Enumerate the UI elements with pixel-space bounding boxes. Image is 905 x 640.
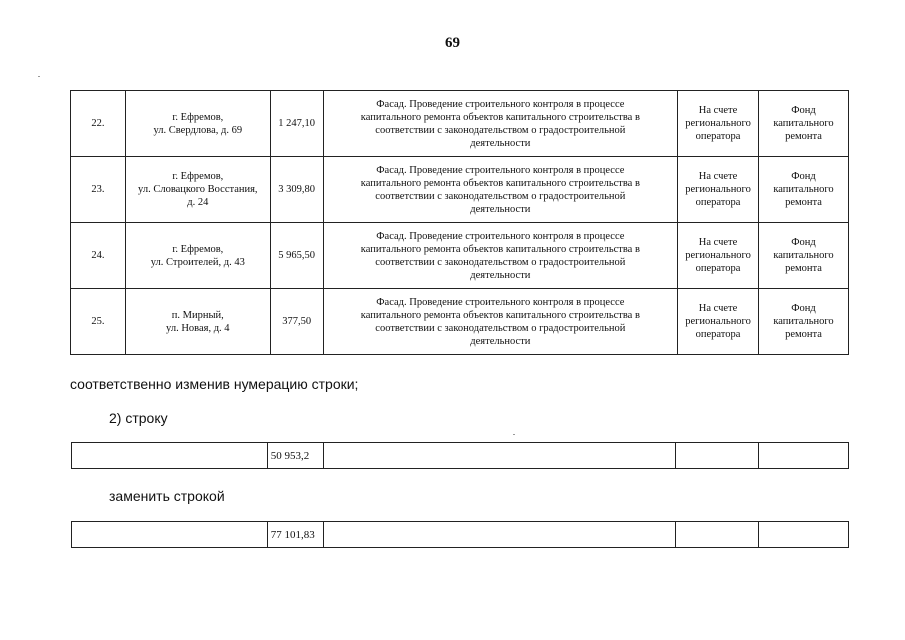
account-line: На счете <box>698 105 738 116</box>
work-line: деятельности <box>470 335 531 347</box>
page-number: 69 <box>445 35 460 51</box>
funding-line: Фонд <box>791 237 816 248</box>
work-line: капитального ремонта объектов капитального строительства в <box>360 243 640 255</box>
account-line: На счете <box>698 237 738 248</box>
work-line: Фасад. Проведение строительного контроля в процессе <box>376 296 625 308</box>
address-cell <box>125 157 270 223</box>
address-line: ул. Новая, д. 4 <box>166 322 230 334</box>
address-line: г. Ефремов, <box>172 171 224 182</box>
account-line: регионального <box>685 184 751 195</box>
work-type-cell <box>323 289 677 355</box>
address-cell <box>125 289 270 355</box>
row-number: 24. <box>71 223 126 289</box>
row-number: 23. <box>71 157 126 223</box>
funding-line: ремонта <box>785 131 822 142</box>
account-cell <box>678 91 759 157</box>
address-line: ул. Словацкого Восстания, <box>138 184 258 195</box>
table-row <box>71 289 849 355</box>
work-line: деятельности <box>470 269 531 281</box>
funding-source-cell <box>759 223 849 289</box>
account-line: оператора <box>695 197 741 208</box>
address-line: г. Ефремов, <box>172 243 224 255</box>
work-line: деятельности <box>470 137 531 149</box>
item-2-label: 2) строку <box>109 410 168 426</box>
funding-line: Фонд <box>791 105 816 116</box>
address-line: ул. Свердлова, д. 69 <box>153 124 243 136</box>
work-line: капитального ремонта объектов капитального строительства в <box>360 309 640 321</box>
table-row <box>71 157 849 223</box>
address-line: д. 24 <box>187 197 209 208</box>
work-line: Фасад. Проведение строительного контроля в процессе <box>376 98 625 110</box>
account-cell <box>678 289 759 355</box>
empty-cell <box>676 522 759 548</box>
address-line: п. Мирный, <box>171 309 224 321</box>
work-line: соответствии с законодательством о градостроительной <box>375 190 626 202</box>
account-line: регионального <box>685 316 751 327</box>
funding-source-cell <box>759 157 849 223</box>
address-cell <box>125 223 270 289</box>
funding-line: капитального <box>773 118 834 129</box>
account-line: оператора <box>695 131 741 142</box>
account-cell <box>678 157 759 223</box>
work-line: капитального ремонта объектов капитального строительства в <box>360 111 640 123</box>
funding-line: капитального <box>773 316 834 327</box>
work-type-cell <box>323 91 677 157</box>
address-line: ул. Строителей, д. 43 <box>150 256 245 268</box>
renumber-note: соответственно изменив нумерацию строки; <box>70 376 359 392</box>
new-total-row-table <box>71 521 849 548</box>
replace-label: заменить строкой <box>109 488 225 504</box>
table-row <box>71 91 849 157</box>
address-cell <box>125 91 270 157</box>
account-line: На счете <box>698 171 738 182</box>
empty-cell <box>676 443 759 469</box>
empty-cell <box>323 443 676 469</box>
work-line: Фасад. Проведение строительного контроля в процессе <box>376 164 625 176</box>
work-line: соответствии с законодательством о градостроительной <box>375 322 626 334</box>
work-line: капитального ремонта объектов капитального строительства в <box>360 177 640 189</box>
funding-line: ремонта <box>785 197 822 208</box>
old-total-row-table <box>71 442 849 469</box>
objects-table <box>70 90 849 355</box>
account-line: регионального <box>685 250 751 261</box>
account-line: На счете <box>698 303 738 314</box>
account-cell <box>678 223 759 289</box>
funding-source-cell <box>759 289 849 355</box>
row-number: 22. <box>71 91 126 157</box>
empty-cell <box>759 443 849 469</box>
funding-line: Фонд <box>791 303 816 314</box>
area-cell: 377,50 <box>270 289 323 355</box>
work-type-cell <box>323 157 677 223</box>
funding-source-cell <box>759 91 849 157</box>
account-line: регионального <box>685 118 751 129</box>
work-line: Фасад. Проведение строительного контроля в процессе <box>376 230 625 242</box>
funding-line: ремонта <box>785 263 822 274</box>
new-total-area: 77 101,83 <box>267 522 323 548</box>
funding-line: ремонта <box>785 329 822 340</box>
empty-cell <box>323 522 676 548</box>
table-row <box>71 223 849 289</box>
account-line: оператора <box>695 263 741 274</box>
work-line: соответствии с законодательством о градостроительной <box>375 124 626 136</box>
scan-speck <box>38 76 40 77</box>
funding-line: капитального <box>773 184 834 195</box>
empty-cell <box>759 522 849 548</box>
area-cell: 5 965,50 <box>270 223 323 289</box>
funding-line: Фонд <box>791 171 816 182</box>
table-row <box>72 522 849 548</box>
empty-cell <box>72 522 268 548</box>
work-line: соответствии с законодательством о градостроительной <box>375 256 626 268</box>
area-cell: 3 309,80 <box>270 157 323 223</box>
funding-line: капитального <box>773 250 834 261</box>
account-line: оператора <box>695 329 741 340</box>
empty-cell <box>72 443 268 469</box>
work-line: деятельности <box>470 203 531 215</box>
address-line: г. Ефремов, <box>172 111 224 123</box>
area-cell: 1 247,10 <box>270 91 323 157</box>
row-number: 25. <box>71 289 126 355</box>
scan-speck <box>513 434 515 435</box>
work-type-cell <box>323 223 677 289</box>
old-total-area: 50 953,2 <box>267 443 323 469</box>
table-row <box>72 443 849 469</box>
